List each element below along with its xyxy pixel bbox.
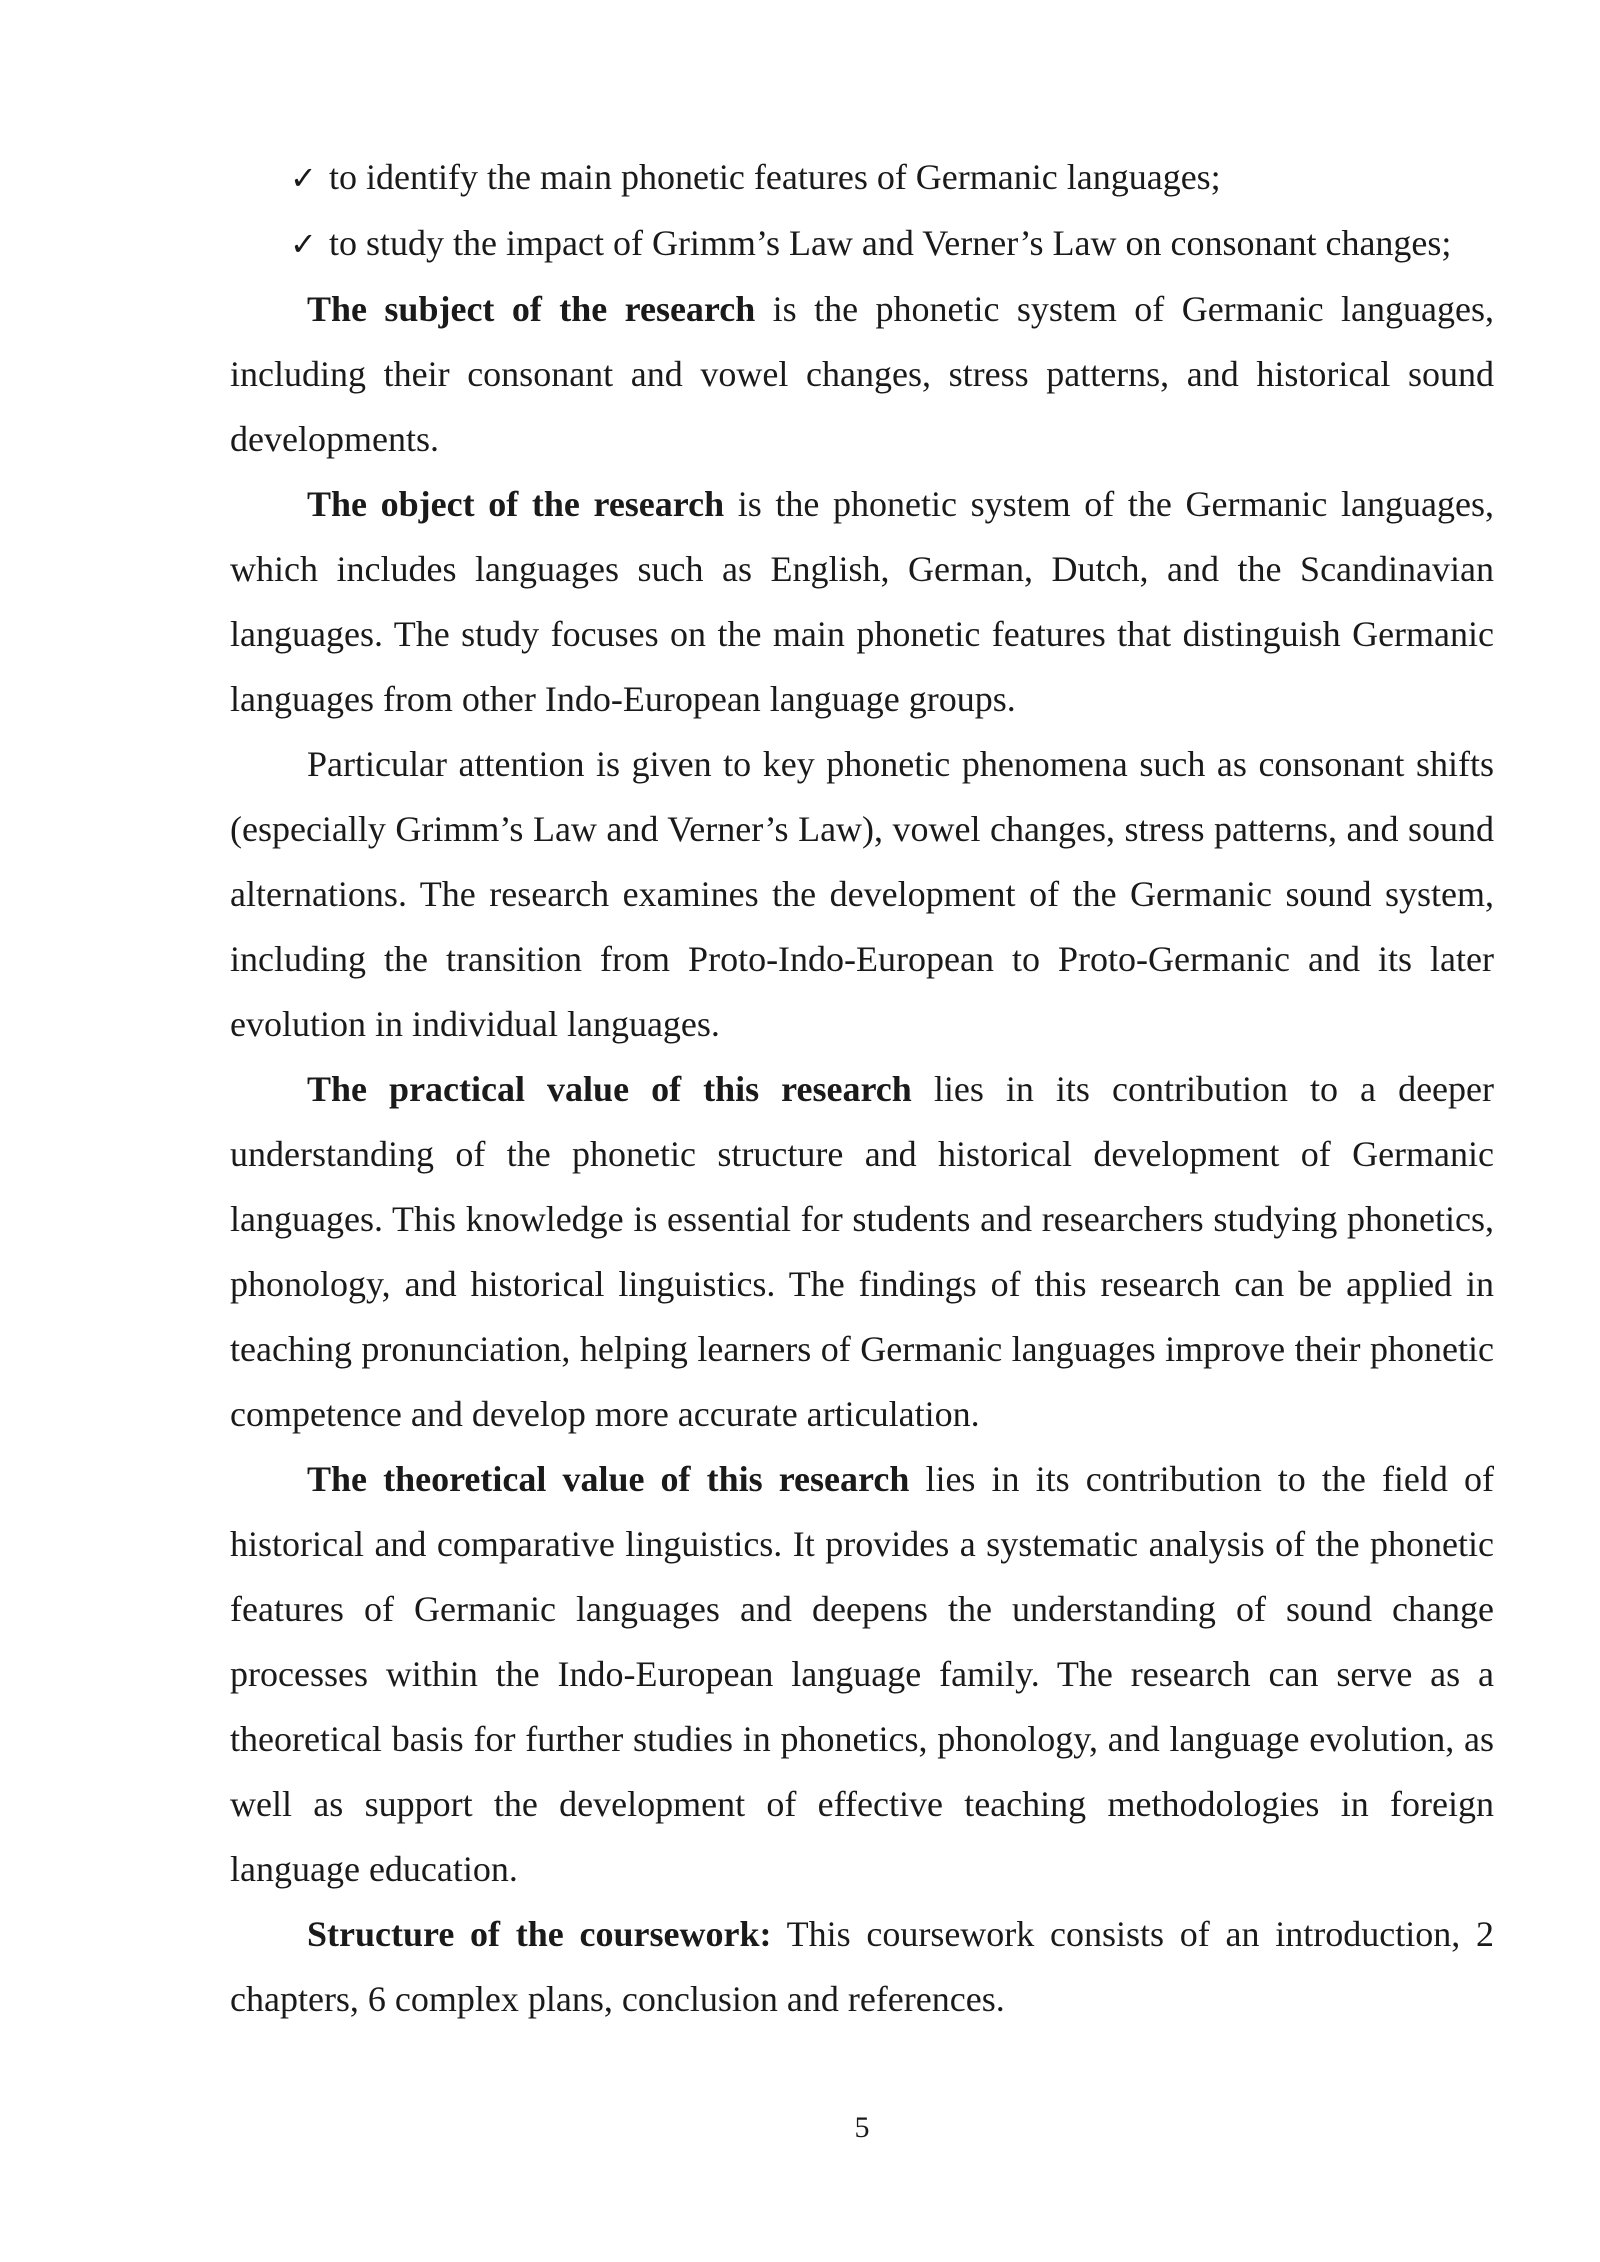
page-number: 5 — [854, 2111, 870, 2144]
paragraph-text: is the phonetic system of the Germanic languages, which includes languages such as English, German, Dutch, and the Scandinavian languages. The study focuses on the main phonetic features that distinguish Germanic languages from other Indo-European language groups. — [230, 484, 1494, 719]
paragraph-text: is the phonetic system of Germanic languages, including their consonant and vowel changes, stress patterns, and historical sound developments. — [230, 289, 1494, 459]
bullet-item-grimm-verner — [230, 211, 1494, 277]
paragraph-lead: The theoretical value of this research — [307, 1459, 910, 1499]
paragraph-text: lies in its contribution to a deeper understanding of the phonetic structure and historical development of Germanic languages. This knowledge is essential for students and researchers studying phonetics, phonology, and historical linguistics. The findings of this research can be applied in teaching pronunciation, helping learners of Germanic languages improve their phonetic competence and develop more accurate articulation. — [230, 1069, 1494, 1434]
bullet-item-phonetic-features — [230, 145, 1494, 211]
paragraph-lead: The object of the research — [307, 484, 725, 524]
bullet-text: to study the impact of Grimm’s Law and Verner’s Law on consonant changes; — [320, 223, 1452, 263]
paragraph-text: Particular attention is given to key phonetic phenomena such as consonant shifts (especially Grimm’s Law and Verner’s Law), vowel changes, stress patterns, and sound alternations. The research examines the development of the Germanic sound system, including the transition from Proto-Indo-European to Proto-Germanic and its later evolution in individual languages. — [230, 744, 1494, 1044]
paragraph-structure — [230, 1902, 1494, 2032]
bullet-text: to identify the main phonetic features of Germanic languages; — [320, 157, 1221, 197]
checkmark-icon: ✓ — [290, 225, 317, 263]
paragraph-subject — [230, 277, 1494, 472]
paragraph-lead: The subject of the research — [307, 289, 756, 329]
paragraph-lead: Structure of the coursework: — [307, 1914, 772, 1954]
paragraph-lead: The practical value of this research — [307, 1069, 912, 1109]
paragraph-practical-value — [230, 1057, 1494, 1447]
paragraph-attention — [230, 732, 1494, 1057]
checkmark-icon: ✓ — [290, 159, 317, 197]
paragraph-object — [230, 472, 1494, 732]
paragraph-text: This coursework consists of an introduction, 2 chapters, 6 complex plans, conclusion and references. — [230, 1914, 1495, 2019]
paragraph-text: lies in its contribution to the field of historical and comparative linguistics. It provides a systematic analysis of the phonetic features of Germanic languages and deepens the understanding of sound change processes within the Indo-European language family. The research can serve as a theoretical basis for further studies in phonetics, phonology, and language evolution, as well as support the development of effective teaching methodologies in foreign language education. — [230, 1459, 1494, 1889]
paragraph-theoretical-value — [230, 1447, 1494, 1902]
page-body — [230, 145, 1494, 2032]
